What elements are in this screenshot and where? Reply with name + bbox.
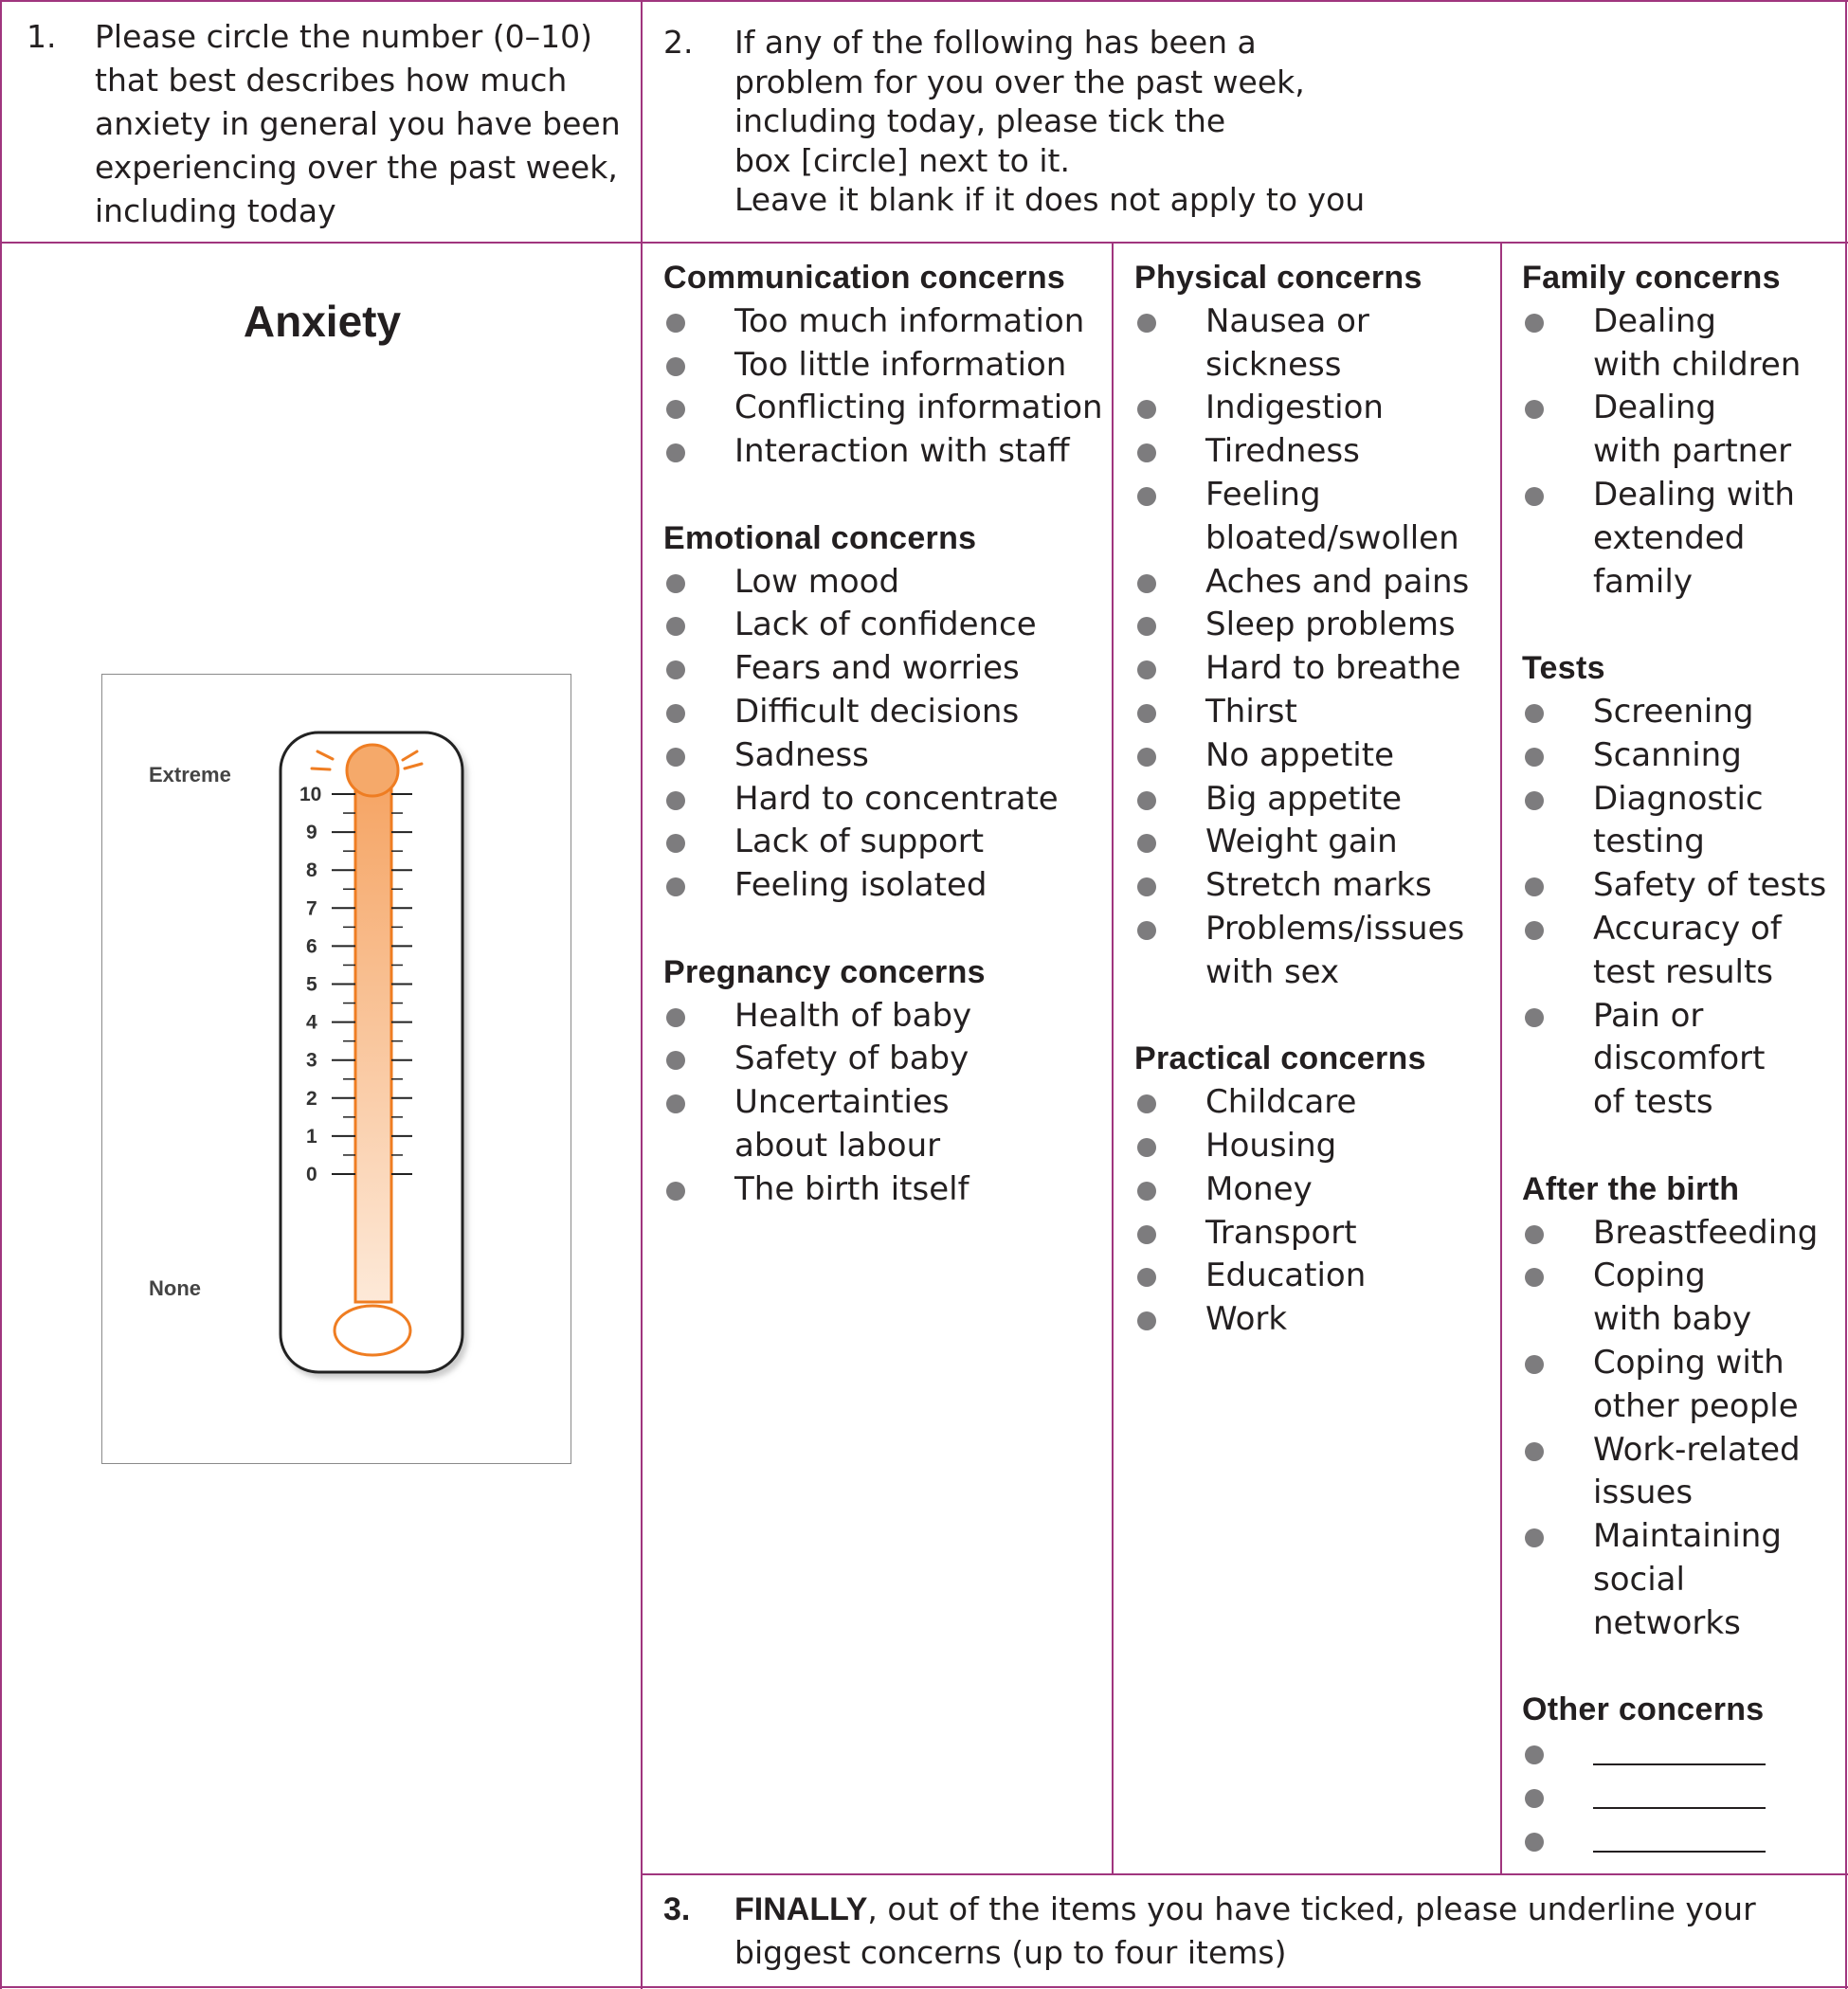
concern-item-label: Sadness [734,735,869,774]
concern-item [663,691,1109,734]
section-heading: After the birth [1522,1170,1740,1207]
concern-item-label: Lack of support [734,823,985,861]
concern-item-label: Transport [1205,1213,1357,1252]
concern-item [1522,300,1844,388]
concern-list [1522,1732,1844,1862]
section-heading: Emotional concerns [663,519,977,556]
question-1 [27,15,633,233]
question-3-bold: FINALLY [734,1891,868,1927]
divider-header [0,242,1848,244]
concern-item-label: Work [1205,1300,1288,1339]
concern-item [1522,864,1844,908]
question-3-number: 3. [663,1891,691,1927]
tick-circle-icon[interactable] [666,1008,685,1027]
tick-circle-icon[interactable] [666,443,685,462]
section-heading: Tests [1522,650,1605,687]
anxiety-title: Anxiety [243,297,402,346]
concern-list [663,995,1109,1212]
concern-item-label: Uncertainties about labour [734,1083,950,1165]
concern-item-label: Big appetite [1205,779,1403,818]
concern-item [1134,647,1499,691]
concern-item [663,1081,1109,1168]
scale-label-3[interactable]: 3 [306,1049,317,1072]
concern-item [1134,864,1499,908]
concern-item [663,734,1109,778]
divider-col-1 [1112,242,1114,1874]
question-1-text: Please circle the number (0–10) that best describes how much anxiety in general you have been experiencing over the past week, including today [95,18,621,229]
tick-circle-icon[interactable] [1137,921,1156,940]
concern-item [1134,604,1499,647]
concern-item-label: Dealing with extended family [1593,475,1795,601]
concern-item [1522,1819,1844,1863]
scale-label-1[interactable]: 1 [306,1125,317,1148]
tick-circle-icon[interactable] [1137,660,1156,679]
concern-item [663,1168,1109,1212]
section-heading: Pregnancy concerns [663,953,986,990]
concern-item-label: Accuracy of test results [1593,909,1782,991]
concern-item-label: Housing [1205,1126,1337,1165]
concern-item [1134,821,1499,864]
concern-item-label: Pain or discomfort of tests [1593,996,1766,1122]
concern-item-label: Coping with other people [1593,1343,1799,1425]
tick-circle-icon[interactable] [1137,617,1156,636]
question-3-text [734,1888,1824,1975]
divider-footer [641,1873,1848,1875]
concern-item [1522,1429,1844,1516]
concern-list [663,300,1109,474]
tick-circle-icon[interactable] [666,660,685,679]
concern-item [1134,387,1499,430]
tick-circle-icon[interactable] [666,617,685,636]
concern-item-label: Too little information [734,345,1067,384]
concern-item [1134,691,1499,734]
concern-item [663,864,1109,908]
section-heading: Communication concerns [663,260,1066,296]
tick-circle-icon[interactable] [666,834,685,853]
concern-item [663,821,1109,864]
concern-item [663,430,1109,474]
concern-item [663,561,1109,605]
concern-item [1522,908,1844,995]
divider-col-2 [1500,242,1502,1874]
concern-item-label: Health of baby [734,996,972,1035]
concern-item [1522,474,1844,604]
border-top [0,0,1848,2]
concern-item-label: Weight gain [1205,823,1398,861]
concern-item-label: No appetite [1205,735,1394,774]
concern-list [1522,1212,1844,1646]
concern-item [1522,691,1844,734]
concern-item-label: Feeling bloated/swollen [1205,475,1459,557]
tick-circle-icon[interactable] [1137,1094,1156,1113]
tick-circle-icon[interactable] [1525,1789,1544,1808]
tick-circle-icon[interactable] [1137,314,1156,333]
concern-list [663,561,1109,908]
thermometer-bottom-bulb [335,1306,410,1355]
tick-circle-icon[interactable] [1137,1138,1156,1157]
section-family-concerns [1522,257,1844,604]
tick-circle-icon[interactable] [666,1182,685,1201]
concern-item [663,604,1109,647]
concern-item [1522,778,1844,865]
tick-circle-icon[interactable] [1137,487,1156,506]
scale-label-4[interactable]: 4 [306,1011,317,1034]
tick-circle-icon[interactable] [666,400,685,419]
concern-item [1522,734,1844,778]
tick-circle-icon[interactable] [1137,748,1156,767]
tick-circle-icon[interactable] [1137,443,1156,462]
tick-circle-icon[interactable] [666,791,685,810]
concern-list [1522,300,1844,605]
concern-item [1522,1515,1844,1645]
tick-circle-icon[interactable] [666,748,685,767]
tick-circle-icon[interactable] [1137,1311,1156,1330]
section-heading: Physical concerns [1134,260,1422,296]
concern-item-label: Safety of baby [734,1040,969,1078]
concern-item [663,995,1109,1039]
concern-item [1134,1125,1499,1168]
tick-circle-icon[interactable] [1525,877,1544,896]
concern-item-label: Conflicting information [734,389,1103,427]
concern-item [663,344,1109,388]
section-communication-concerns [663,257,1109,474]
question-2 [663,23,1801,231]
thermometer-top-bulb [347,745,398,796]
label-extreme: Extreme [149,763,231,787]
anxiety-thermometer[interactable] [101,674,571,1464]
tick-circle-icon[interactable] [1525,1008,1544,1027]
concern-item [1522,1776,1844,1819]
scale-label-2[interactable]: 2 [306,1087,317,1110]
tick-circle-icon[interactable] [1525,1833,1544,1852]
section-other-concerns [1522,1689,1844,1862]
concern-item [663,387,1109,430]
concern-item-label: Problems/issues with sex [1205,909,1465,991]
tick-circle-icon[interactable] [1525,1268,1544,1287]
section-gap [663,474,1109,517]
concern-item [1522,1732,1844,1776]
concern-item [1522,995,1844,1125]
concern-item-label: Low mood [734,562,900,601]
concern-item-label: Aches and pains [1205,562,1470,601]
question-3-body: , out of the items you have ticked, please underline your biggest concerns (up to four items) [734,1890,1756,1971]
section-pregnancy-concerns [663,951,1109,1212]
concern-item-label: Sleep problems [1205,606,1456,644]
concern-item [663,778,1109,822]
concern-item [1134,561,1499,605]
concern-item-label: Fears and worries [734,649,1020,688]
tick-circle-icon[interactable] [1137,400,1156,419]
concern-item-label: Dealing with partner [1593,389,1792,471]
scale-label-9[interactable]: 9 [306,822,317,844]
tick-circle-icon[interactable] [666,1051,685,1070]
section-tests [1522,647,1844,1125]
tick-circle-icon[interactable] [1525,748,1544,767]
tick-circle-icon[interactable] [1137,1268,1156,1287]
concern-item-label: Breastfeeding [1593,1213,1819,1252]
concern-item-label: Coping with baby [1593,1257,1752,1339]
border-right [1845,0,1847,1989]
concern-item-label: Education [1205,1257,1367,1295]
section-gap [1522,1646,1844,1690]
concern-item-label: Indigestion [1205,389,1384,427]
concern-item-label: Money [1205,1169,1313,1208]
question-2-number: 2. [663,24,694,61]
concern-item-label: The birth itself [734,1169,969,1208]
scale-label-6[interactable]: 6 [306,935,317,958]
tick-circle-icon[interactable] [1137,877,1156,896]
scale-label-0[interactable]: 0 [306,1164,317,1185]
tick-circle-icon[interactable] [1137,704,1156,723]
tick-circle-icon[interactable] [666,314,685,333]
concern-item [1134,1212,1499,1256]
label-none: None [149,1276,201,1300]
concern-list [1134,300,1499,995]
concern-item [1522,1255,1844,1342]
scale-label-10[interactable]: 10 [299,784,322,805]
write-in-line[interactable] [1593,1776,1766,1809]
concern-item-label: Stretch marks [1205,866,1432,905]
concern-item [1134,734,1499,778]
concern-item-label: Safety of tests [1593,866,1827,905]
tick-circle-icon[interactable] [1137,574,1156,593]
tick-circle-icon[interactable] [1525,1745,1544,1764]
concern-item-label: Nausea or sickness [1205,301,1369,384]
concern-item [1134,474,1499,561]
section-gap [663,908,1109,951]
concern-item-label: Feeling isolated [734,866,987,905]
concern-item [1134,908,1499,995]
concern-item [1134,430,1499,474]
section-emotional-concerns [663,517,1109,908]
scale-label-8[interactable]: 8 [306,859,317,882]
section-gap [1522,1125,1844,1168]
scale-label-7[interactable]: 7 [306,897,317,920]
tick-circle-icon[interactable] [666,574,685,593]
concern-item-label: Hard to concentrate [734,779,1059,818]
write-in-line[interactable] [1593,1732,1766,1765]
concern-item-label: Dealing with children [1593,301,1802,384]
concern-item-label: Scanning [1593,735,1742,774]
tick-circle-icon[interactable] [1525,1442,1544,1461]
concern-item [1134,1255,1499,1298]
scale-label-5[interactable]: 5 [306,973,317,996]
concern-item [1522,387,1844,474]
question-1-number: 1. [27,18,57,55]
tick-circle-icon[interactable] [1525,704,1544,723]
tick-circle-icon[interactable] [666,877,685,896]
concerns-column-1 [663,257,1109,1212]
concern-item [1522,1212,1844,1256]
concern-item-label: Thirst [1205,692,1297,731]
tick-circle-icon[interactable] [1525,791,1544,810]
tick-circle-icon[interactable] [1137,791,1156,810]
concern-item-label: Childcare [1205,1083,1357,1122]
thermometer-tube [355,764,391,1302]
concern-list [1134,1081,1499,1342]
tick-circle-icon[interactable] [1525,1355,1544,1374]
concern-list [1522,691,1844,1125]
section-heading: Practical concerns [1134,1040,1426,1077]
write-in-line[interactable] [1593,1819,1766,1853]
tick-circle-icon[interactable] [666,704,685,723]
concern-item-label: Work-related issues [1593,1430,1801,1512]
section-heading: Family concerns [1522,260,1781,296]
concern-item-label: Hard to breathe [1205,649,1461,688]
tick-circle-icon[interactable] [1525,314,1544,333]
tick-circle-icon[interactable] [1525,487,1544,506]
concern-item [663,1038,1109,1081]
tick-circle-icon[interactable] [1525,921,1544,940]
section-practical-concerns [1134,1038,1499,1342]
concerns-column-2 [1134,257,1499,1342]
section-physical-concerns [1134,257,1499,995]
section-gap [1522,604,1844,647]
question-2-text: If any of the following has been a problem for you over the past week, including today, please tick the box [circle] next to it. Leave it blank if it does not apply to you [734,24,1366,218]
tick-circle-icon[interactable] [1137,1225,1156,1244]
concern-item-label: Too much information [734,301,1085,340]
tick-circle-icon[interactable] [1525,1225,1544,1244]
concern-item [1134,1081,1499,1125]
tick-circle-icon[interactable] [1137,834,1156,853]
concern-item-label: Difficult decisions [734,692,1020,731]
concern-item [1134,300,1499,388]
section-gap [1134,995,1499,1039]
concern-item-label: Interaction with staff [734,432,1070,471]
section-heading: Other concerns [1522,1691,1765,1728]
border-bottom [0,1986,1848,1988]
concern-item [663,300,1109,344]
concern-item-label: Diagnostic testing [1593,779,1764,861]
concern-item-label: Screening [1593,692,1754,731]
concern-item [1522,1342,1844,1429]
concern-item-label: Tiredness [1205,432,1360,471]
concern-item [663,647,1109,691]
concern-item-label: Maintaining social networks [1593,1517,1782,1642]
concern-item-label: Lack of confidence [734,606,1037,644]
tick-circle-icon[interactable] [666,1094,685,1113]
tick-circle-icon[interactable] [666,357,685,376]
tick-circle-icon[interactable] [1525,400,1544,419]
section-after-the-birth [1522,1168,1844,1646]
concerns-column-3 [1522,257,1844,1862]
concern-item [1134,778,1499,822]
tick-circle-icon[interactable] [1137,1182,1156,1201]
concern-item [1134,1298,1499,1342]
concern-item [1134,1168,1499,1212]
tick-circle-icon[interactable] [1525,1528,1544,1547]
